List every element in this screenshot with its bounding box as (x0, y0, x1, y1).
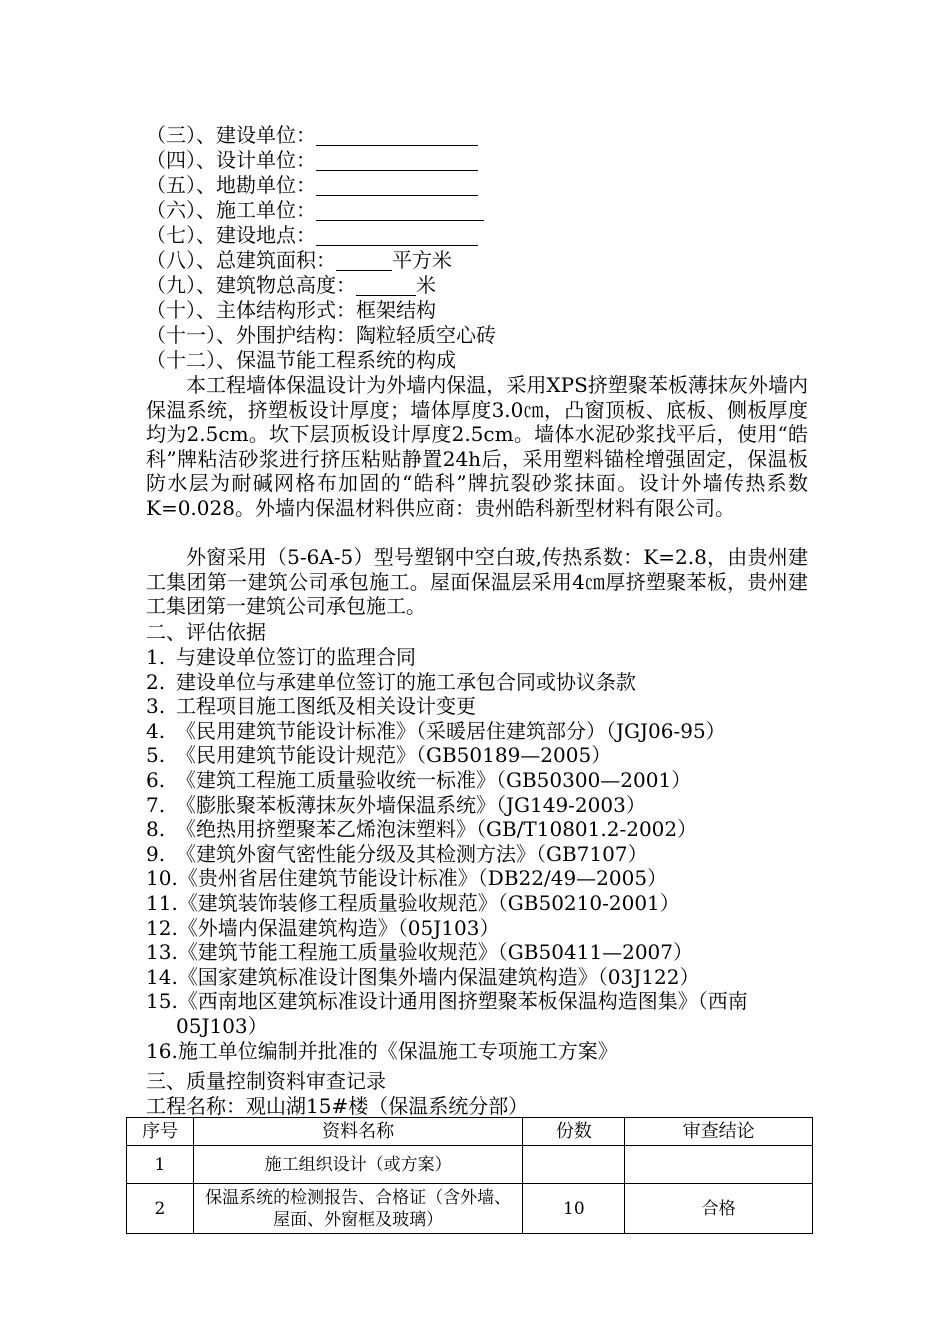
basis-item-text: 《西南地区建筑标准设计通用图挤塑聚苯板保温构造图集》（西南05J103） (176, 989, 748, 1038)
wall-insulation-paragraph: 本工程墙体保温设计为外墙内保温，采用XPS挤塑聚苯板薄抹灰外墙内保温系统，挤塑板设计厚度；墙体厚度3.0㎝，凸窗顶板、底板、侧板厚度均为2.5cm。坎下层顶板设计厚度2.5cm。墙体水泥砂浆找平后，使用“皓科”牌粘洁砂浆进行挤压粘贴静置24h后，采用塑料锚栓增强固定，保温板防水层为耐碱网格布加固的“皓科”牌抗裂砂浆抹面。设计外墙传热系数K=0.028。外墙内保温材料供应商：贵州皓科新型材料有限公司。 (146, 373, 808, 520)
basis-item (146, 793, 808, 818)
field-blank[interactable] (316, 150, 478, 171)
basis-item (146, 645, 808, 670)
project-name: 工程名称：观山湖15#楼（保温系统分部） (146, 1094, 529, 1118)
basis-item-text: 《膨胀聚苯板薄抹灰外墙保温系统》（JG149-2003） (176, 792, 646, 817)
field-blank[interactable] (316, 225, 478, 246)
cell-conclusion (625, 1146, 813, 1184)
field-label: （五）、地勘单位： (146, 173, 316, 197)
basis-item-text: 《国家建筑标准设计图集外墙内保温建筑构造》（03J122） (177, 964, 700, 989)
field-blank[interactable] (336, 250, 392, 271)
section-heading-basis: 二、评估依据 (146, 620, 266, 644)
basis-item-number: 1. (146, 645, 166, 669)
basis-item-number: 4. (146, 718, 166, 743)
basis-item-number: 7. (146, 792, 166, 817)
basis-item (146, 817, 808, 842)
basis-item (146, 719, 808, 744)
basis-list (146, 645, 808, 1063)
header-serial: 序号 (127, 1118, 194, 1146)
cell-serial: 1 (127, 1146, 194, 1184)
cell-conclusion: 合格 (625, 1184, 813, 1234)
basis-item-number: 12. (146, 915, 178, 940)
cell-copies (523, 1146, 625, 1184)
header-conclusion: 审查结论 (625, 1118, 813, 1146)
field-survey-unit (146, 173, 478, 198)
basis-item (146, 965, 808, 990)
basis-item (146, 1039, 808, 1064)
cell-copies: 10 (523, 1184, 625, 1234)
basis-item-number: 11. (146, 890, 178, 915)
basis-item-number: 15. (146, 989, 178, 1014)
field-blank[interactable] (316, 200, 484, 221)
field-label: （七）、建设地点： (146, 223, 316, 247)
basis-item-number: 13. (146, 940, 178, 965)
basis-item (146, 989, 808, 1038)
basis-item-number: 14. (146, 964, 178, 989)
basis-item-text: 《贵州省居住建筑节能设计标准》（DB22/49—2005） (177, 866, 668, 891)
table-row (127, 1184, 813, 1234)
basis-item-number: 2. (146, 669, 166, 694)
basis-item-text: 施工单位编制并批准的《保温施工专项施工方案》 (177, 1038, 618, 1063)
field-label: （四）、设计单位： (146, 148, 316, 172)
field-unit: 平方米 (392, 248, 452, 272)
table-row (127, 1146, 813, 1184)
structure-type-line: （十）、主体结构形式：框架结构 (146, 298, 436, 322)
basis-item (146, 866, 808, 891)
header-document-name: 资料名称 (193, 1118, 522, 1146)
review-record-table (126, 1117, 813, 1234)
window-roof-paragraph: 外窗采用（5-6A-5）型号塑钢中空白玻,传热系数：K=2.8，由贵州建工集团第一建筑公司承包施工。屋面保温层采用4㎝厚挤塑聚苯板，贵州建工集团第一建筑公司承包施工。 (146, 545, 808, 619)
basis-item-text: 《绝热用挤塑聚苯乙烯泡沫塑料》（GB/T10801.2-2002） (176, 817, 698, 842)
field-total-floor-area (146, 248, 452, 273)
basis-item-number: 5. (146, 743, 166, 768)
basis-item (146, 694, 808, 719)
basis-item-text: 与建设单位签订的监理合同 (176, 645, 416, 669)
basis-item-number: 6. (146, 767, 166, 792)
basis-item-number: 8. (146, 817, 166, 842)
basis-item-text: 《建筑节能工程施工质量验收规范》（GB50411—2007） (177, 940, 694, 965)
header-copies: 份数 (523, 1118, 625, 1146)
basis-item (146, 916, 808, 941)
basis-item-text: 《建筑外窗气密性能分级及其检测方法》（GB7107） (176, 841, 648, 866)
field-blank[interactable] (316, 175, 478, 196)
cell-serial: 2 (127, 1184, 194, 1234)
field-blank[interactable] (356, 275, 416, 296)
field-unit: 米 (416, 273, 436, 297)
basis-item-text: 《建筑装饰装修工程质量验收规范》（GB50210-2001） (177, 890, 680, 915)
basis-item (146, 670, 808, 695)
basis-item (146, 768, 808, 793)
basis-item-text: 建设单位与承建单位签订的施工承包合同或协议条款 (176, 669, 636, 694)
insulation-system-heading: （十二）、保温节能工程系统的构成 (146, 348, 456, 372)
field-design-unit (146, 148, 478, 173)
field-construction-unit (146, 123, 478, 148)
basis-item-number: 10. (146, 866, 178, 891)
basis-item-text: 《民用建筑节能设计标准》（采暖居住建筑部分）（JGJ06-95） (176, 718, 726, 743)
field-contractor-unit (146, 198, 484, 223)
field-label: （九）、建筑物总高度： (146, 273, 356, 297)
basis-item-text: 《外墙内保温建筑构造》（05J103） (177, 915, 500, 940)
basis-item (146, 891, 808, 916)
basis-item (146, 743, 808, 768)
basis-item-text: 《民用建筑节能设计规范》（GB50189—2005） (176, 743, 612, 768)
basis-item (146, 842, 808, 867)
basis-item-number: 16. (146, 1038, 178, 1063)
basis-item-number: 9. (146, 841, 166, 866)
section-heading-review: 三、质量控制资料审查记录 (146, 1069, 386, 1093)
field-label: （六）、施工单位： (146, 198, 316, 222)
envelope-structure-line: （十一）、外围护结构：陶粒轻质空心砖 (146, 323, 496, 347)
field-label: （八）、总建筑面积： (146, 248, 336, 272)
cell-document-name: 保温系统的检测报告、合格证（含外墙、屋面、外窗框及玻璃） (193, 1184, 522, 1234)
field-construction-site (146, 223, 478, 248)
basis-item-text: 《建筑工程施工质量验收统一标准》（GB50300—2001） (176, 767, 692, 792)
basis-item-number: 3. (146, 694, 166, 719)
basis-item (146, 940, 808, 965)
cell-document-name: 施工组织设计（或方案） (193, 1146, 522, 1184)
field-building-height (146, 273, 436, 298)
table-header-row (127, 1118, 813, 1146)
basis-item-text: 工程项目施工图纸及相关设计变更 (176, 694, 476, 719)
field-label: （三）、建设单位： (146, 123, 316, 147)
field-blank[interactable] (316, 125, 478, 146)
